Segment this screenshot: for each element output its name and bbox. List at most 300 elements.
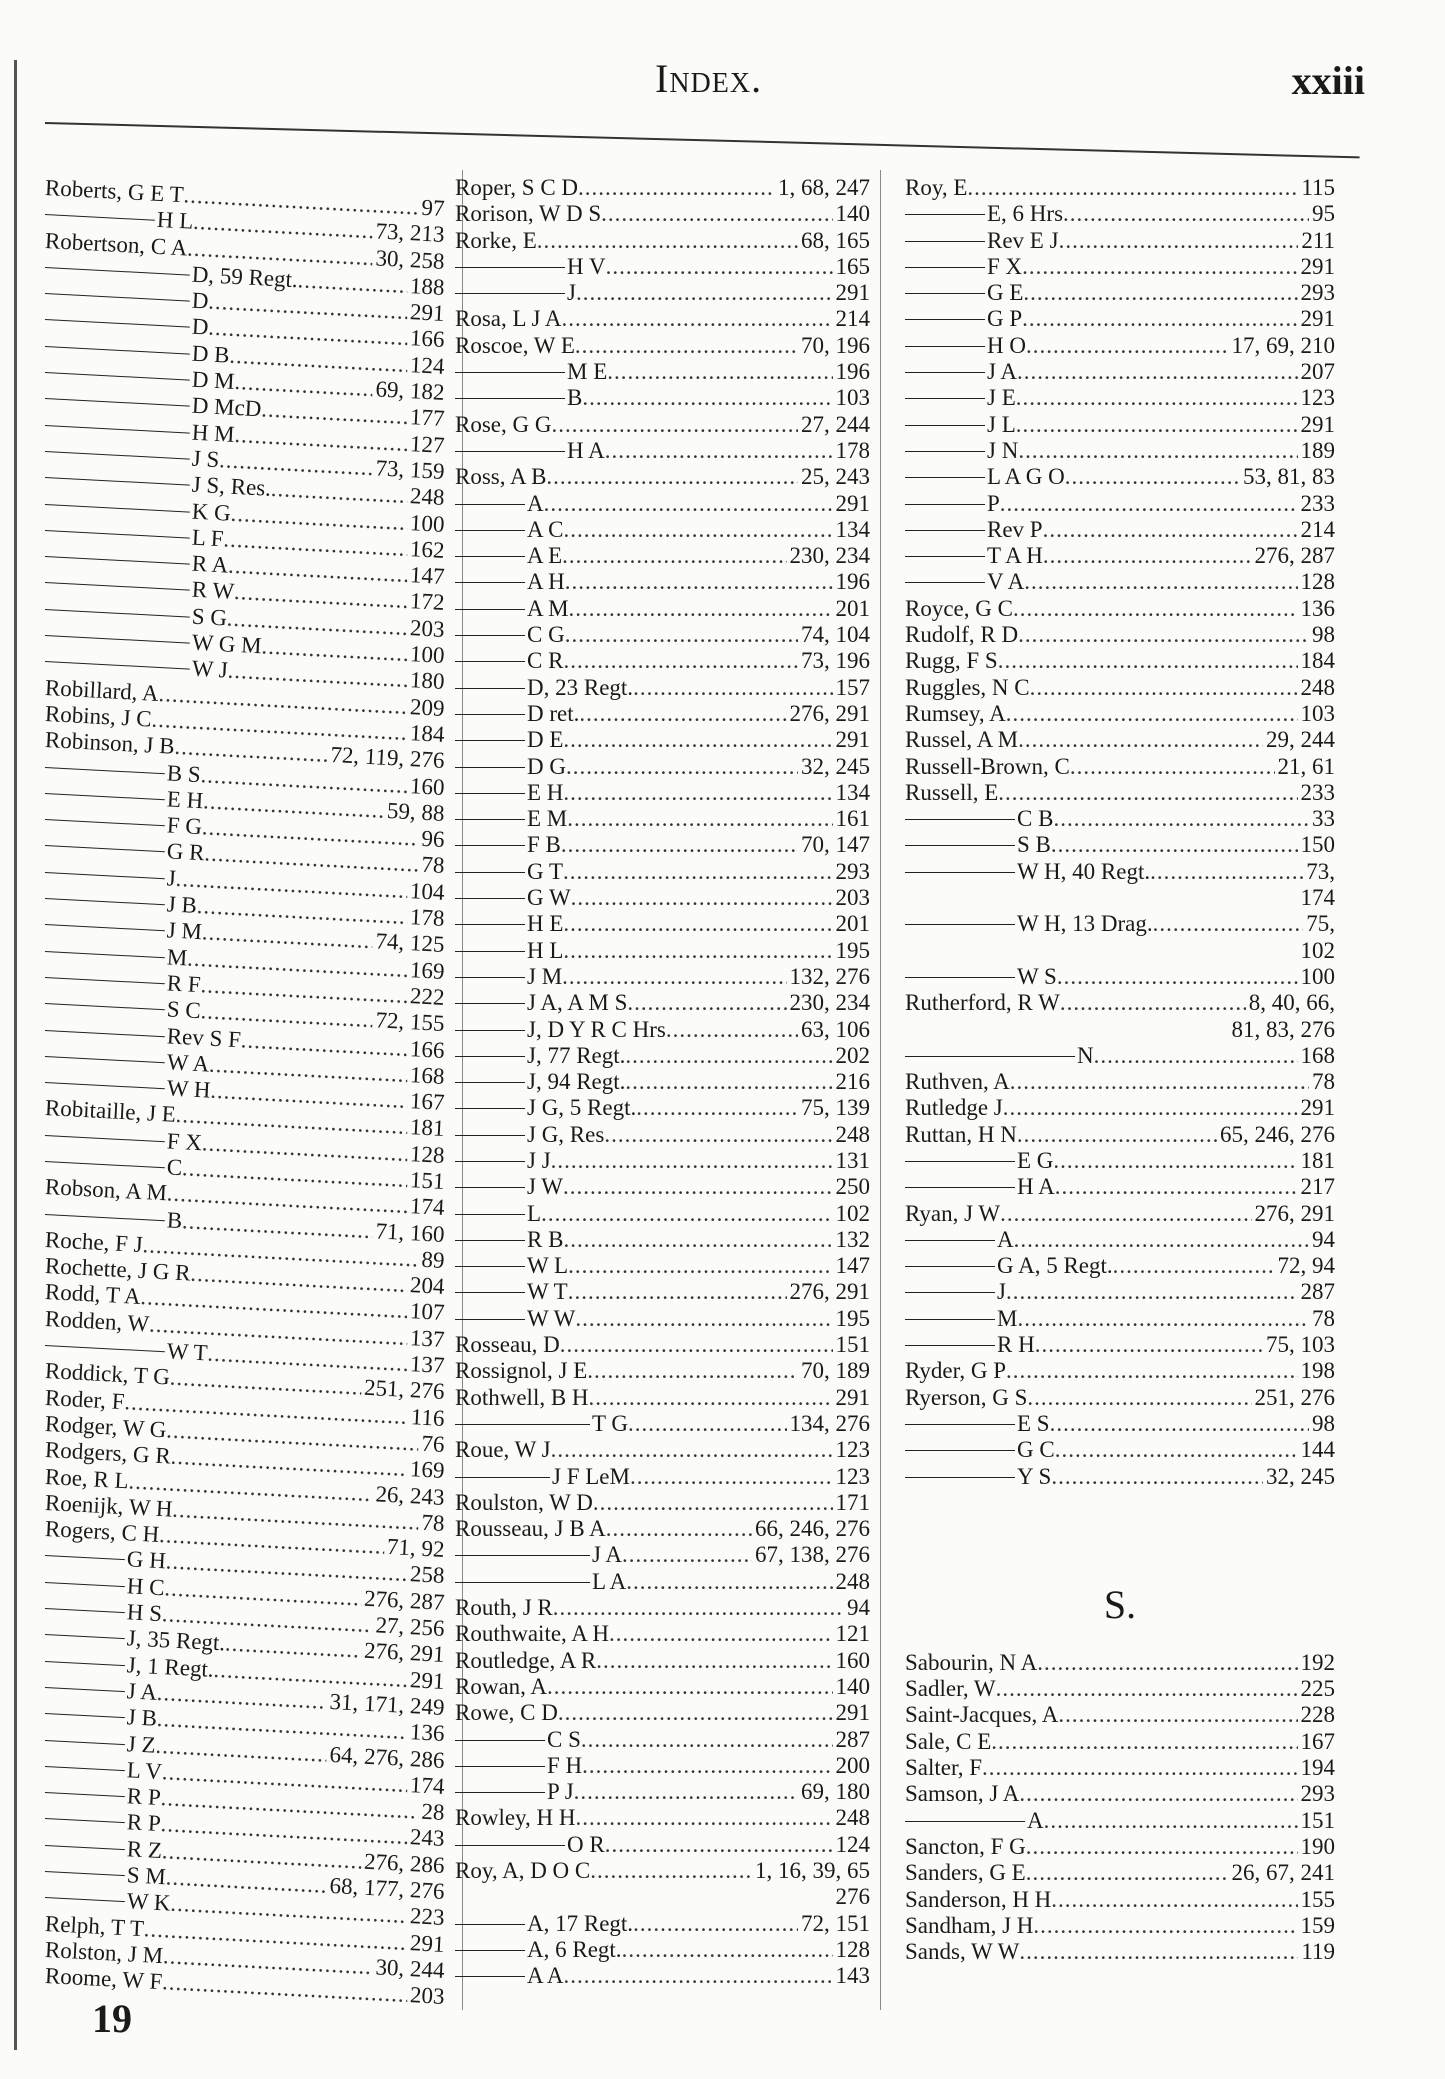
entry-name: Rowe, C D (455, 1700, 558, 1726)
index-entry (905, 333, 1335, 359)
leader-dots (1018, 438, 1297, 464)
entry-pages: 222 (409, 983, 446, 1010)
leader-dots (1150, 859, 1303, 885)
entry-name: A (1027, 1807, 1044, 1833)
index-entry (905, 701, 1335, 727)
entry-pages: 73, 213 (374, 218, 446, 248)
index-entry (455, 727, 870, 753)
entry-pages: 63, 106 (801, 1016, 870, 1042)
ditto-dash (455, 504, 525, 505)
entry-name: J L (987, 411, 1016, 437)
column-divider (880, 170, 881, 2010)
index-entry (455, 701, 870, 727)
leader-dots (1094, 1043, 1298, 1069)
entry-pages: 291 (835, 1384, 870, 1410)
leader-dots (967, 175, 1298, 201)
leader-dots (622, 1937, 833, 1963)
index-entry (455, 1911, 870, 1937)
entry-name: D, 23 Regt. (527, 674, 634, 700)
entry-pages: 59, 88 (386, 797, 446, 826)
leader-dots (565, 622, 798, 648)
entry-name: Robson, A M (44, 1174, 168, 1206)
leader-dots (633, 675, 832, 701)
entry-pages: 181 (1300, 1147, 1335, 1173)
entry-pages: 134 (835, 779, 870, 805)
entry-pages: 151 (409, 1167, 446, 1194)
index-entry (455, 1595, 870, 1621)
entry-pages: 116 (410, 1403, 446, 1431)
entry-pages: 8, 40, 66, (1248, 990, 1335, 1016)
entry-pages: 209 (409, 693, 446, 721)
entry-name: B (567, 385, 583, 411)
entry-name: H L (527, 937, 564, 963)
leader-dots (1030, 675, 1298, 701)
entry-pages: 100 (409, 509, 446, 537)
entry-pages: 100 (409, 641, 446, 668)
entry-name: J W (527, 1174, 563, 1200)
ditto-dash (45, 451, 190, 460)
leader-dots (1050, 1411, 1309, 1437)
index-entry (905, 1464, 1335, 1490)
index-entry (905, 1148, 1335, 1174)
entry-name: Sancton, F G (905, 1833, 1026, 1859)
entry-pages: 160 (835, 1647, 870, 1673)
leader-dots (1053, 1148, 1297, 1174)
entry-pages: 32, 245 (801, 753, 870, 779)
entry-pages: 291 (1300, 306, 1335, 332)
entry-pages: 28 (420, 1798, 446, 1826)
leader-dots (563, 648, 798, 674)
entry-pages: 70, 196 (801, 332, 870, 358)
ditto-dash (45, 582, 190, 591)
leader-dots (582, 385, 832, 411)
entry-pages: 225 (1300, 1676, 1335, 1702)
ditto-dash (455, 1108, 525, 1109)
entry-name: R A (191, 550, 229, 578)
entry-pages: 233 (1300, 490, 1335, 516)
entry-pages: 143 (835, 1963, 870, 1989)
leader-dots (1022, 306, 1297, 332)
entry-name: O R (567, 1831, 605, 1857)
entry-name: Rudolf, R D (905, 622, 1019, 648)
index-entry (905, 1017, 1335, 1043)
ditto-dash (905, 582, 985, 583)
index-entry (455, 1884, 870, 1910)
index-entry (905, 1702, 1335, 1728)
entry-name: Rutledge J (905, 1095, 1003, 1121)
ditto-dash (905, 845, 1015, 846)
ditto-dash (45, 1345, 165, 1352)
entry-pages: 248 (409, 483, 446, 511)
entry-pages: 214 (1300, 516, 1335, 542)
entry-name: R F (166, 970, 202, 998)
ditto-dash (45, 425, 190, 434)
entry-pages: 66, 246, 276 (755, 1516, 870, 1542)
entry-pages: 102 (835, 1200, 870, 1226)
entry-pages: 171 (835, 1489, 870, 1515)
index-entry (905, 780, 1335, 806)
ditto-dash (905, 293, 985, 294)
leader-dots (1014, 1227, 1309, 1253)
index-entry (905, 675, 1335, 701)
entry-name: H M (191, 419, 236, 447)
entry-name: C S (547, 1726, 581, 1752)
index-entry (905, 228, 1335, 254)
entry-pages: 78 (420, 1509, 446, 1536)
entry-pages: 98 (1312, 1410, 1335, 1436)
leader-dots (1018, 727, 1263, 753)
entry-name: J (166, 865, 177, 891)
entry-pages: 30, 244 (374, 1954, 446, 1983)
entry-pages: 248 (835, 1805, 870, 1831)
index-entry (905, 727, 1335, 753)
ditto-dash (45, 1555, 125, 1560)
entry-name: Rosseau, D (455, 1332, 560, 1358)
index-entry (455, 1358, 870, 1384)
entry-name: J, 1 Regt. (126, 1651, 215, 1682)
entry-name: E G (1017, 1147, 1054, 1173)
entry-pages: 276, 291 (363, 1638, 446, 1668)
leader-dots (563, 727, 832, 753)
entry-pages: 72, 119, 276 (329, 742, 446, 774)
entry-name: Royce, G C (905, 595, 1013, 621)
index-entry (455, 1674, 870, 1700)
entry-pages: 73, 196 (801, 648, 870, 674)
entry-name: H S (126, 1599, 163, 1627)
ditto-dash (905, 241, 985, 242)
entry-pages: 207 (1300, 359, 1335, 385)
entry-name: H A (1017, 1174, 1055, 1200)
entry-pages: 119 (1301, 1939, 1335, 1965)
ditto-dash (45, 977, 165, 984)
entry-pages: 291 (835, 280, 870, 306)
index-entry (455, 464, 870, 490)
entry-pages: 291 (1300, 411, 1335, 437)
ditto-dash (905, 1345, 995, 1346)
entry-pages: 137 (409, 1324, 446, 1352)
entry-pages: 121 (835, 1621, 870, 1647)
entry-name: J N (987, 437, 1019, 463)
leader-dots (1006, 701, 1298, 727)
entry-name: A M (527, 595, 569, 621)
index-entry (455, 1464, 870, 1490)
entry-name: R B (527, 1226, 564, 1252)
ditto-dash (45, 819, 165, 826)
entry-pages: 123 (835, 1463, 870, 1489)
entry-pages: 72, 151 (801, 1910, 870, 1936)
entry-pages: 166 (409, 1035, 446, 1063)
entry-pages: 132 (835, 1226, 870, 1252)
entry-name: N (1077, 1042, 1094, 1068)
entry-pages: 276, 291 (789, 700, 870, 726)
entry-name: A, 6 Regt. (527, 1936, 622, 1962)
entry-name: J M (166, 917, 203, 945)
entry-name: M (166, 944, 188, 971)
entry-pages: 73, 159 (374, 455, 446, 484)
ditto-dash (905, 267, 985, 268)
ditto-dash (455, 1003, 525, 1004)
leader-dots (1058, 1702, 1297, 1728)
entry-pages: 71, 160 (374, 1217, 446, 1247)
ditto-dash (905, 372, 985, 373)
entry-pages: 128 (1300, 569, 1335, 595)
ditto-dash (455, 714, 525, 715)
leader-dots (562, 964, 786, 990)
entry-pages: 70, 189 (801, 1358, 870, 1384)
entry-name: D (191, 314, 210, 341)
entry-pages: 192 (1300, 1649, 1335, 1675)
entry-name: H O (987, 332, 1026, 358)
entry-name: Rolston, J M (44, 1936, 164, 1969)
ditto-dash (45, 1687, 125, 1692)
leader-dots (1018, 622, 1309, 648)
index-entry (905, 201, 1335, 227)
entry-name: D McD (191, 393, 263, 422)
entry-name: W H, 13 Drag. (1017, 911, 1153, 937)
entry-pages: 230, 234 (789, 990, 870, 1016)
leader-dots (571, 885, 833, 911)
index-entry (905, 517, 1335, 543)
ditto-dash (455, 924, 525, 925)
leader-dots (1043, 543, 1252, 569)
ditto-dash (905, 1292, 995, 1293)
entry-name: C R (527, 648, 564, 674)
entry-name: Ruttan, H N (905, 1121, 1017, 1147)
entry-pages: 21, 61 (1277, 753, 1335, 779)
entry-pages: 174 (1300, 885, 1335, 911)
entry-pages: 26, 67, 241 (1231, 1860, 1335, 1886)
leader-dots (1037, 1650, 1297, 1676)
index-entry (455, 359, 870, 385)
ditto-dash (905, 1056, 1075, 1057)
index-entry (455, 1648, 870, 1674)
leader-dots (1113, 1253, 1275, 1279)
leader-dots (1027, 1385, 1251, 1411)
ditto-dash (905, 530, 985, 531)
index-entry (455, 806, 870, 832)
entry-name: Roberts, G E T (44, 175, 185, 208)
index-entry (455, 569, 870, 595)
entry-pages: 230, 234 (789, 543, 870, 569)
entry-pages: 115 (1301, 175, 1335, 200)
entry-pages: 27, 256 (374, 1612, 446, 1641)
entry-pages: 75, 139 (801, 1095, 870, 1121)
ditto-dash (455, 267, 565, 268)
index-entry (905, 1332, 1335, 1358)
index-entry (455, 859, 870, 885)
entry-pages: 69, 182 (374, 376, 446, 405)
index-entry (455, 1332, 870, 1358)
entry-pages: 243 (409, 1824, 446, 1852)
ditto-dash (905, 1477, 1015, 1478)
index-entry (905, 1069, 1335, 1095)
leader-dots (567, 806, 832, 832)
index-entry (455, 1043, 870, 1069)
entry-name: H L (156, 207, 194, 235)
entry-name: W H (166, 1075, 212, 1103)
entry-pages: 72, 94 (1277, 1253, 1335, 1279)
entry-name: Russell-Brown, C (905, 753, 1070, 779)
entry-name: W H, 40 Regt. (1017, 858, 1151, 884)
entry-name: W J (191, 656, 229, 683)
ditto-dash (455, 1766, 545, 1767)
entry-name: G R (166, 838, 206, 866)
entry-pages: 178 (835, 437, 870, 463)
entry-pages: 75, (1306, 911, 1335, 937)
index-entry (905, 1174, 1335, 1200)
ditto-dash (45, 1003, 165, 1010)
index-column-3-r-entries (905, 175, 1335, 1490)
entry-pages: 95 (1312, 201, 1335, 227)
index-entry (905, 385, 1335, 411)
ditto-dash (455, 1161, 525, 1162)
leader-dots (537, 228, 798, 254)
ditto-dash (455, 451, 565, 452)
leader-dots (553, 1595, 844, 1621)
index-entry (455, 596, 870, 622)
entry-pages: 248 (835, 1121, 870, 1147)
ditto-dash (455, 1976, 525, 1977)
entry-pages: 233 (1300, 779, 1335, 805)
leader-dots (593, 1490, 833, 1516)
entry-name: E, 6 Hrs (987, 201, 1064, 227)
entry-pages: 75, 103 (1266, 1332, 1335, 1358)
entry-name: Rosa, L J A (455, 306, 562, 332)
entry-name: G E (987, 280, 1024, 306)
index-entry (455, 254, 870, 280)
entry-name: J B (166, 891, 198, 918)
entry-pages: 194 (1300, 1755, 1335, 1781)
entry-name: Ryerson, G S (905, 1384, 1028, 1410)
leader-dots (561, 832, 798, 858)
index-entry (455, 517, 870, 543)
index-entry (455, 1490, 870, 1516)
leader-dots (636, 1095, 798, 1121)
index-entry (455, 1963, 870, 1989)
entry-pages: 251, 276 (1254, 1384, 1335, 1410)
entry-pages: 123 (835, 1437, 870, 1463)
index-entry (455, 1174, 870, 1200)
entry-pages: 195 (835, 1305, 870, 1331)
leader-dots (601, 201, 832, 227)
entry-pages: 32, 245 (1266, 1463, 1335, 1489)
entry-pages: 216 (835, 1069, 870, 1095)
entry-name: Salter, F (905, 1755, 983, 1781)
entry-pages: 276 (835, 1884, 870, 1910)
entry-pages: 26, 243 (374, 1480, 446, 1510)
entry-name: T A H (987, 543, 1043, 569)
ditto-dash (45, 1792, 125, 1797)
index-entry (905, 622, 1335, 648)
index-entry (905, 1676, 1335, 1702)
page-header (0, 55, 1445, 115)
entry-name: Ross, A B (455, 464, 547, 490)
entry-name: F H (547, 1752, 583, 1778)
index-entry (905, 1122, 1335, 1148)
entry-name: J, 35 Regt. (126, 1625, 226, 1656)
entry-name: B S (166, 759, 202, 787)
entry-name: H C (126, 1573, 166, 1600)
entry-name: Rodgers, G R (44, 1437, 172, 1469)
leader-dots (1059, 228, 1299, 254)
index-entry (905, 1227, 1335, 1253)
ditto-dash (455, 398, 565, 399)
leader-dots (568, 1253, 832, 1279)
entry-name: Ryder, G P (905, 1358, 1007, 1384)
entry-pages: 137 (409, 1351, 446, 1378)
entry-pages: 276, 291 (1254, 1200, 1335, 1226)
entry-pages: 196 (835, 569, 870, 595)
entry-pages: 291 (835, 727, 870, 753)
ditto-dash (45, 1082, 165, 1089)
leader-dots (998, 648, 1298, 674)
index-entry (455, 1437, 870, 1463)
entry-name: Rodger, W G (44, 1410, 168, 1443)
entry-pages: 124 (835, 1831, 870, 1857)
entry-pages: 102 (1300, 937, 1335, 963)
index-entry (455, 1805, 870, 1831)
leader-dots (1053, 806, 1309, 832)
entry-pages: 291 (835, 490, 870, 516)
entry-name: Roue, W J (455, 1437, 551, 1463)
index-column-2 (455, 175, 870, 1989)
entry-name: Routhwaite, A H (455, 1621, 609, 1647)
entry-name: Rugg, F S (905, 648, 998, 674)
ditto-dash (905, 398, 985, 399)
ditto-dash (455, 1477, 550, 1478)
index-entry (455, 175, 870, 201)
ditto-dash (905, 1240, 995, 1241)
entry-name: J S, Res. (191, 471, 272, 502)
index-entry (455, 412, 870, 438)
entry-name: Roy, E (905, 175, 968, 200)
entry-pages: 190 (1300, 1833, 1335, 1859)
entry-name: Routh, J R (455, 1595, 553, 1621)
index-entry (905, 569, 1335, 595)
entry-name: J F LeM (552, 1463, 630, 1489)
index-entry (905, 859, 1335, 885)
leader-dots (558, 1700, 833, 1726)
index-entry (455, 1621, 870, 1647)
ditto-dash (45, 1740, 125, 1745)
entry-name: V A (987, 569, 1025, 595)
leader-dots (566, 754, 798, 780)
entry-pages: 184 (1300, 648, 1335, 674)
entry-pages: 157 (835, 674, 870, 700)
ditto-dash (455, 1292, 525, 1293)
leader-dots (1019, 1781, 1297, 1807)
entry-name: J A, A M S (527, 990, 628, 1016)
entry-pages: 147 (409, 562, 446, 590)
entry-name: Rodd, T A (44, 1279, 142, 1310)
entry-pages: 124 (409, 351, 446, 379)
entry-name: G P (987, 306, 1023, 332)
ditto-dash (455, 740, 525, 741)
leader-dots (563, 517, 832, 543)
entry-name: Rev S F (166, 1022, 242, 1052)
entry-name: D M (191, 366, 236, 394)
leader-dots (625, 1069, 832, 1095)
ditto-dash (45, 398, 190, 407)
entry-pages: 168 (1300, 1042, 1335, 1068)
ditto-dash (905, 1161, 1015, 1162)
entry-name: Saint-Jacques, A (905, 1702, 1059, 1728)
leader-dots (581, 1727, 833, 1753)
leader-dots (606, 254, 833, 280)
entry-pages: 74, 104 (801, 622, 870, 648)
entry-name: J, 77 Regt. (527, 1042, 626, 1068)
index-entry (455, 1727, 870, 1753)
